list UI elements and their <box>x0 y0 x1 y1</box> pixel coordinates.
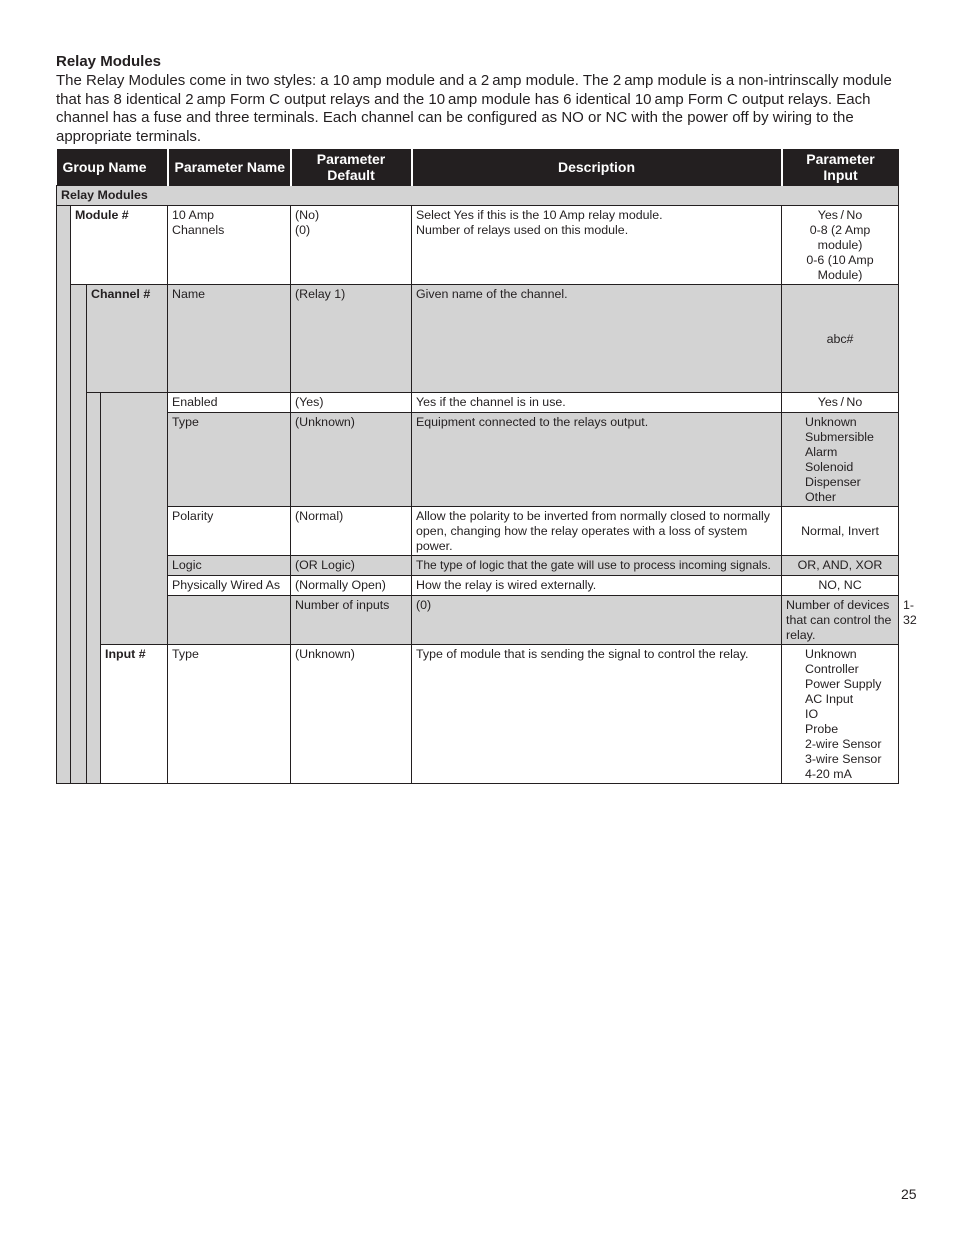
indent-channel <box>87 393 101 784</box>
cell-default: (Normally Open) <box>291 576 412 596</box>
cell-input: Yes / No <box>782 393 899 413</box>
cell-default: (Yes) <box>291 393 412 413</box>
table-row-type <box>57 413 899 507</box>
cell-default: (Unknown) <box>291 413 412 507</box>
cell-input: abc# <box>782 285 899 393</box>
table-row-number-of-inputs: Number of inputs (0) Number of devices that can control the relay. 1-32 <box>57 596 899 645</box>
cell-description: Allow the polarity to be inverted from normally closed to normally open, changing how the relay operates with a loss of system power. <box>412 507 782 556</box>
cell-default: (No) (0) <box>291 206 412 285</box>
cell-description: Equipment connected to the relays output. <box>412 413 782 507</box>
table-row-module <box>57 206 899 285</box>
cell-description: The type of logic that the gate will use to process incoming signals. <box>412 556 782 576</box>
cell-input: Unknown Submersible Alarm Solenoid Dispenser Other <box>782 413 899 507</box>
group-label-channel: Channel # <box>87 285 168 393</box>
cell-input: OR, AND, XOR <box>782 556 899 576</box>
group-row-relay-modules <box>57 186 899 206</box>
cell-name: Polarity <box>168 507 291 556</box>
table-row-channel-name <box>57 285 899 393</box>
header-group-name: Group Name <box>57 149 168 186</box>
cell-input: NO, NC <box>782 576 899 596</box>
cell-description: Given name of the channel. <box>412 285 782 393</box>
cell-default: (0) <box>412 596 782 645</box>
group-label-relay-modules: Relay Modules <box>57 186 899 206</box>
header-description: Description <box>412 149 782 186</box>
intro-paragraph: The Relay Modules come in two styles: a 10 amp module and a 2 amp module. The 2 amp module is a non-intrinscally module that has 8 identical 2 amp Form C output relays and the 10 amp module has 6 identical 10 amp Form C output relays. Each channel has a fuse and three terminals. Each channel can be configured as NO or NC with the power off by wiring to the appropriate terminals. <box>56 72 892 145</box>
cell-input: Normal, Invert <box>782 507 899 556</box>
page-number: 25 <box>901 1186 917 1202</box>
group-label-module: Module # <box>71 206 168 285</box>
table-row-physically-wired <box>57 576 899 596</box>
indent-relay-modules <box>57 206 71 784</box>
cell-description: Yes if the channel is in use. <box>412 393 782 413</box>
cell-name: Type <box>168 413 291 507</box>
header-parameter-input: Parameter Input <box>782 149 899 186</box>
header-parameter-default: Parameter Default <box>291 149 412 186</box>
cell-name: Number of inputs <box>291 596 412 645</box>
cell-description: Type of module that is sending the signal to control the relay. <box>412 645 782 784</box>
cell-name: Enabled <box>168 393 291 413</box>
cell-name: Physically Wired As <box>168 576 291 596</box>
indent-channel-params <box>101 393 168 645</box>
table-row-logic <box>57 556 899 576</box>
cell-default: (OR Logic) <box>291 556 412 576</box>
cell-input: Yes / No 0-8 (2 Amp module) 0-6 (10 Amp Module) <box>782 206 899 285</box>
table-row-input-type <box>57 645 899 784</box>
cell-input: Unknown Controller Power Supply AC Input IO Probe 2-wire Sensor 3-wire Sensor 4-20 mA <box>782 645 899 784</box>
cell-name: Name <box>168 285 291 393</box>
indent-module <box>71 285 87 784</box>
cell-name: Type <box>168 645 291 784</box>
cell-description: How the relay is wired externally. <box>412 576 782 596</box>
cell-name: Logic <box>168 556 291 576</box>
indent-inputs-spacer <box>168 596 291 645</box>
cell-description: Select Yes if this is the 10 Amp relay module. Number of relays used on this module. <box>412 206 782 285</box>
cell-default: (Normal) <box>291 507 412 556</box>
cell-description: Number of devices that can control the relay. <box>782 596 899 645</box>
header-parameter-name: Parameter Name <box>168 149 291 186</box>
table-row-enabled <box>57 393 899 413</box>
cell-default: (Unknown) <box>291 645 412 784</box>
table-row-polarity <box>57 507 899 556</box>
parameter-table <box>56 149 917 784</box>
cell-default: (Relay 1) <box>291 285 412 393</box>
table-header-row <box>57 149 899 186</box>
cell-name: 10 Amp Channels <box>168 206 291 285</box>
section-heading: Relay Modules <box>56 53 162 70</box>
group-label-input: Input # <box>101 645 168 784</box>
